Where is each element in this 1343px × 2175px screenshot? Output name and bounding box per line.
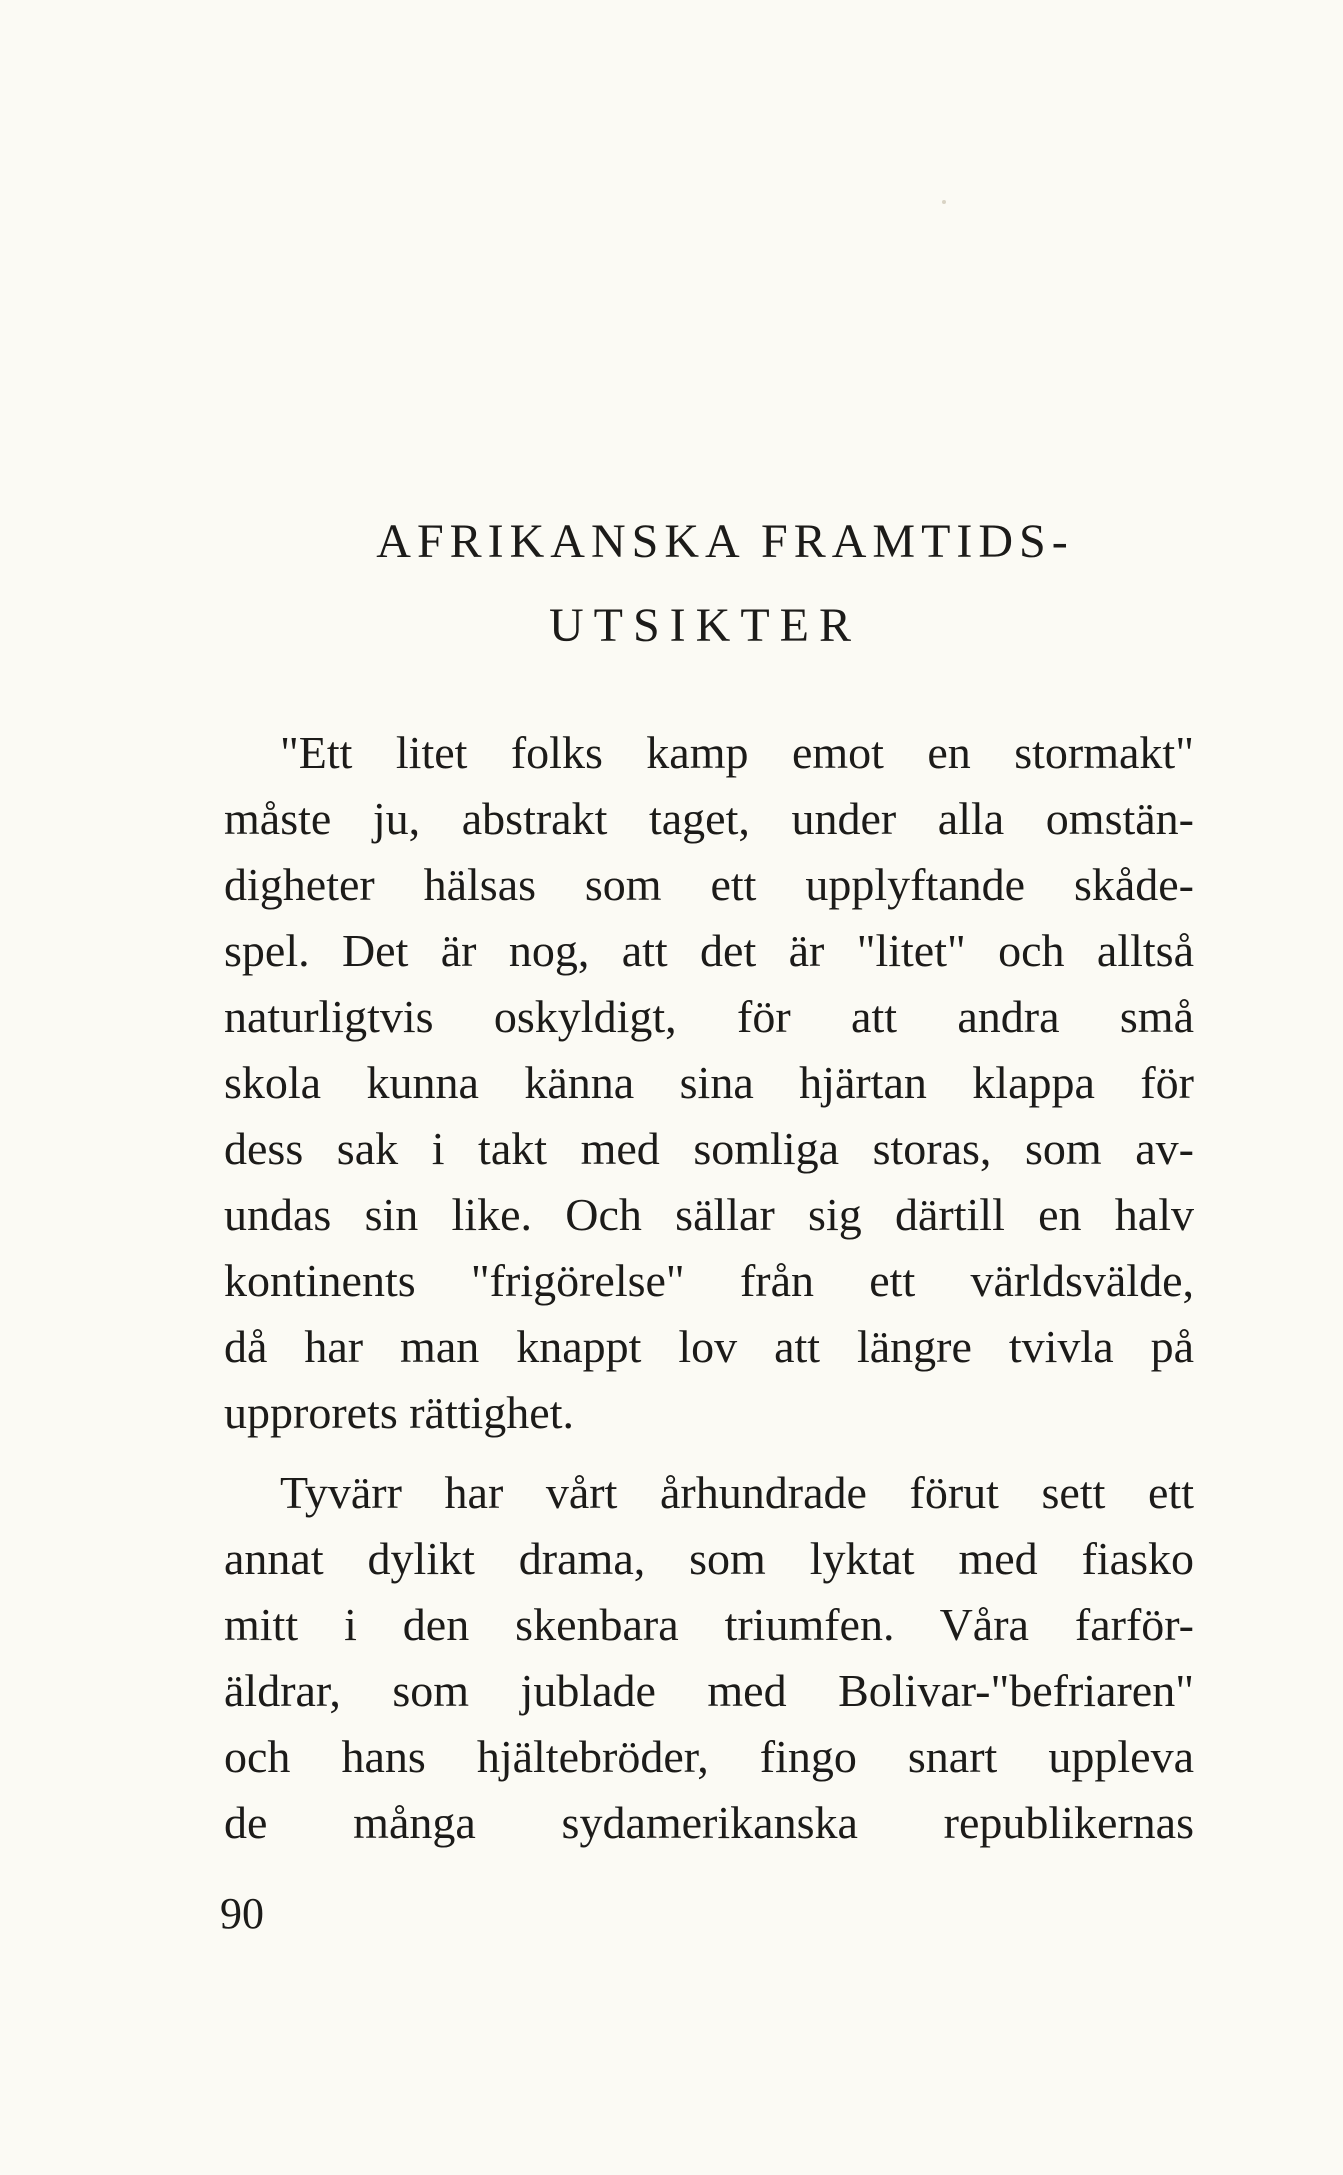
chapter-title-line-1: AFRIKANSKA FRAMTIDS- xyxy=(376,515,1074,568)
text-line: "Ett litet folks kamp emot en stormakt" xyxy=(280,727,1194,778)
paragraph-2 xyxy=(224,1460,1194,1856)
text-line: måste ju, abstrakt taget, under alla omstän- xyxy=(224,793,1194,844)
paper-speck xyxy=(942,200,946,204)
text-line: dess sak i takt med somliga storas, som av- xyxy=(224,1123,1194,1174)
text-line: och hans hjältebröder, fingo snart uppleva xyxy=(224,1731,1194,1782)
text-line: då har man knappt lov att längre tvivla på xyxy=(224,1321,1194,1372)
body-text xyxy=(224,720,1194,1856)
text-line: undas sin like. Och sällar sig därtill en halv xyxy=(224,1189,1194,1240)
chapter-title-line-2: UTSIKTER xyxy=(549,599,861,652)
text-line: skola kunna känna sina hjärtan klappa för xyxy=(224,1057,1194,1108)
text-line: digheter hälsas som ett upplyftande skåde- xyxy=(224,859,1194,910)
text-line: Tyvärr har vårt århundrade förut sett ett xyxy=(280,1467,1194,1518)
text-line: äldrar, som jublade med Bolivar-"befriaren" xyxy=(224,1665,1194,1716)
paragraph-1 xyxy=(224,720,1194,1446)
text-line: naturligtvis oskyldigt, för att andra små xyxy=(224,991,1194,1042)
text-line: spel. Det är nog, att det är "litet" och alltså xyxy=(224,925,1194,976)
text-line: de många sydamerikanska republikernas xyxy=(224,1797,1194,1848)
text-line: mitt i den skenbara triumfen. Våra farför- xyxy=(224,1599,1194,1650)
page-number: 90 xyxy=(220,1889,264,1938)
text-line: annat dylikt drama, som lyktat med fiasko xyxy=(224,1533,1194,1584)
text-line: upprorets rättighet. xyxy=(224,1387,575,1438)
text-line: kontinents "frigörelse" från ett världsvälde, xyxy=(224,1255,1194,1306)
